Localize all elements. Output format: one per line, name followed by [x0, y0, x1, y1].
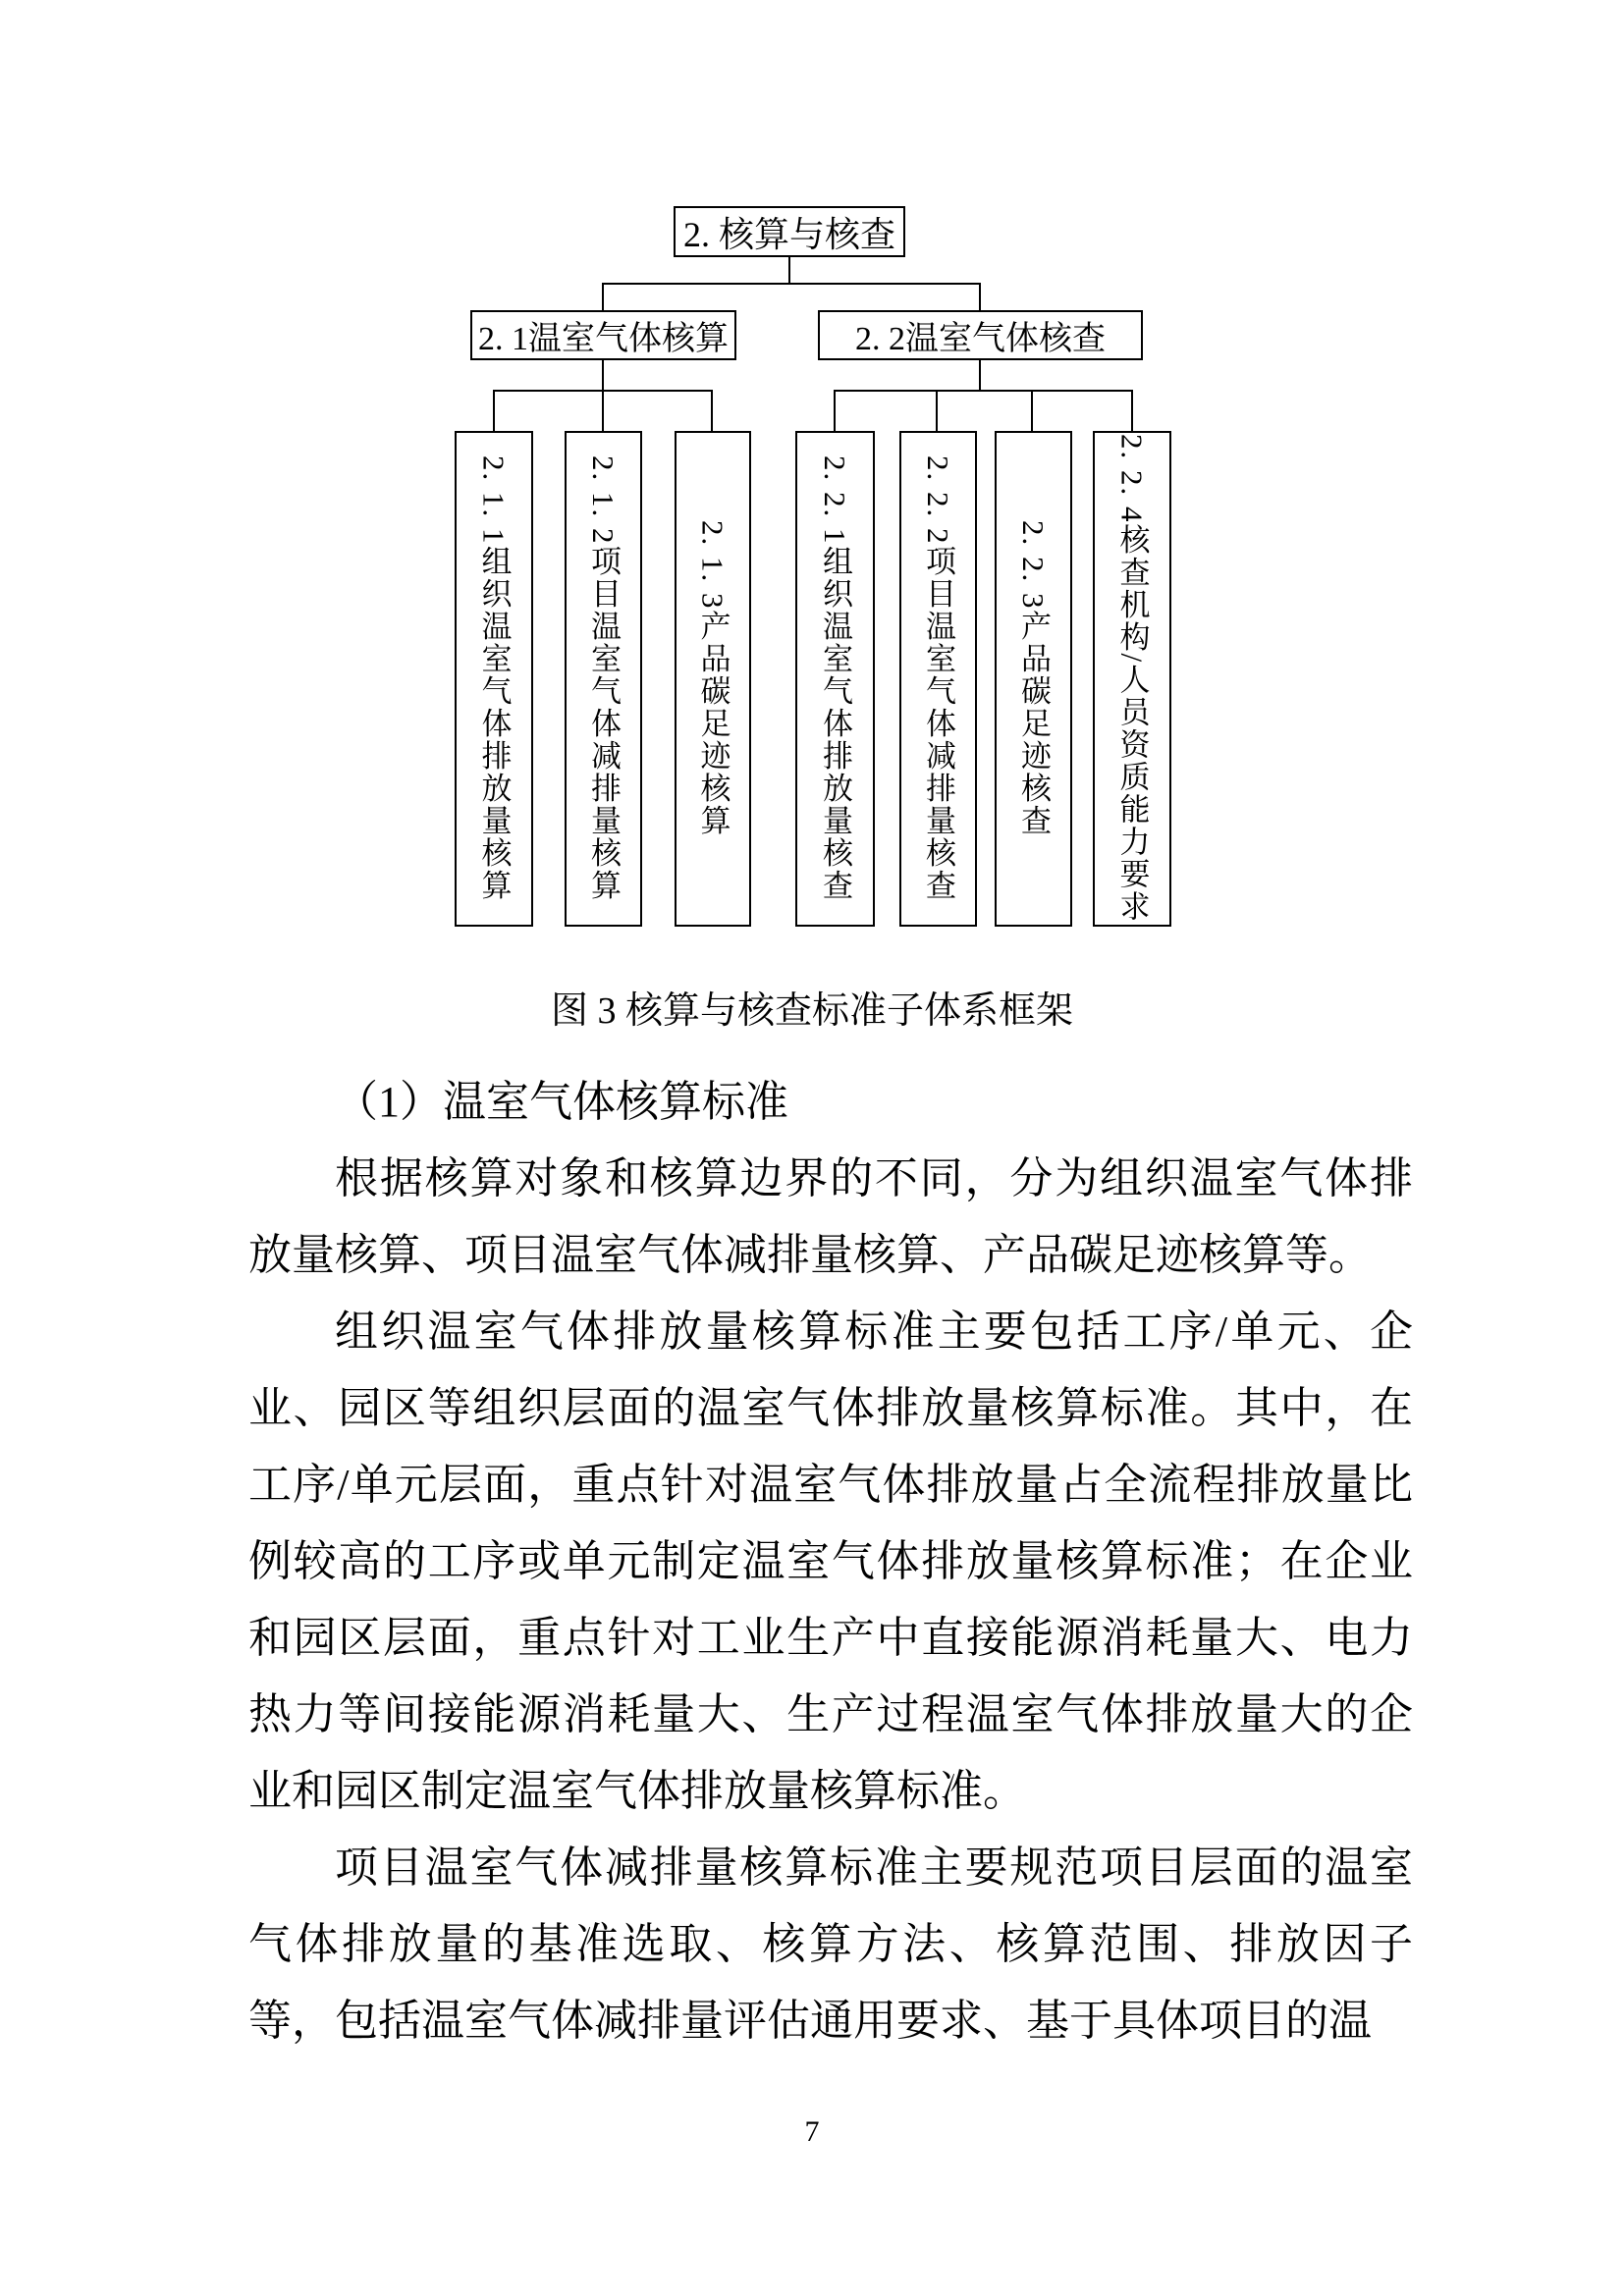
section-heading: （1）温室气体核算标准: [335, 1078, 788, 1126]
paragraph-3: 项目温室气体减排量核算标准主要规范项目层面的温室气体排放量的基准选取、核算方法、核算范围、排放因子等，包括温室气体减排量评估通用要求、基于具体项目的温: [248, 1843, 1413, 2045]
paragraph-1: 根据核算对象和核算边界的不同，分为组织温室气体排放量核算、项目温室气体减排量核算、产品碳足迹核算等。: [248, 1154, 1413, 1279]
connector-drop-2-1-3: [711, 390, 713, 431]
chart-node-2-1-2: [565, 431, 642, 927]
chart-node-2-1: 2. 1温室气体核算: [470, 310, 736, 360]
chart-node-2-1-2-label: 2. 1. 2项目温室气体减排量核算: [586, 455, 621, 902]
connector-root-stub: [788, 257, 790, 284]
connector-2-2-splitter: [834, 390, 1133, 392]
chart-node-2-1-3: [675, 431, 751, 927]
chart-node-2-1-1-label: 2. 1. 1组织温室气体排放量核算: [476, 455, 512, 902]
connector-drop-2-1: [602, 283, 604, 310]
chart-node-2-2-2: [899, 431, 977, 927]
chart-node-2-2-3-label: 2. 2. 3产品碳足迹核查: [1016, 520, 1051, 837]
chart-node-2-2-1: [795, 431, 875, 927]
figure-caption: 图 3 核算与核查标准子体系框架: [550, 990, 1073, 1032]
connector-drop-2-2-1: [834, 390, 836, 431]
connector-drop-2-2-4: [1131, 390, 1133, 431]
connector-2-2-stub: [979, 360, 981, 390]
page-number: 7: [804, 2115, 820, 2148]
connector-drop-2-2: [979, 283, 981, 310]
connector-drop-2-2-2: [936, 390, 938, 431]
body-text: [248, 1064, 1413, 2059]
chart-node-2-1-1: [455, 431, 533, 927]
chart-node-2-2: 2. 2温室气体核查: [818, 310, 1143, 360]
connector-drop-2-2-3: [1031, 390, 1033, 431]
chart-node-2-2-2-label: 2. 2. 2项目温室气体减排量核查: [921, 455, 955, 902]
connector-2-1-splitter: [493, 390, 713, 392]
chart-node-root: 2. 核算与核查: [674, 206, 905, 257]
connector-2-1-stub: [602, 360, 604, 431]
connector-level1-splitter: [602, 283, 981, 285]
paragraph-2: 组织温室气体排放量核算标准主要包括工序/单元、企业、园区等组织层面的温室气体排放量核算标准。其中，在工序/单元层面，重点针对温室气体排放量占全流程排放量比例较高的工序或单元制定温室气体排放量核算标准；在企业和园区层面，重点针对工业生产中直接能源消耗量大、电力热力等间接能源消耗量大、生产过程温室气体排放量大的企业和园区制定温室气体排放量核算标准。: [248, 1308, 1413, 1815]
connector-drop-2-1-1: [493, 390, 495, 431]
chart-node-2-2-1-label: 2. 2. 1组织温室气体排放量核查: [818, 455, 852, 902]
chart-node-2-2-4: [1093, 431, 1171, 927]
chart-node-2-1-3-label: 2. 1. 3产品碳足迹核算: [695, 520, 731, 837]
chart-node-2-2-4-label: 2. 2. 4核查机构/人员资质能力要求: [1114, 434, 1150, 924]
chart-node-2-2-3: [995, 431, 1072, 927]
